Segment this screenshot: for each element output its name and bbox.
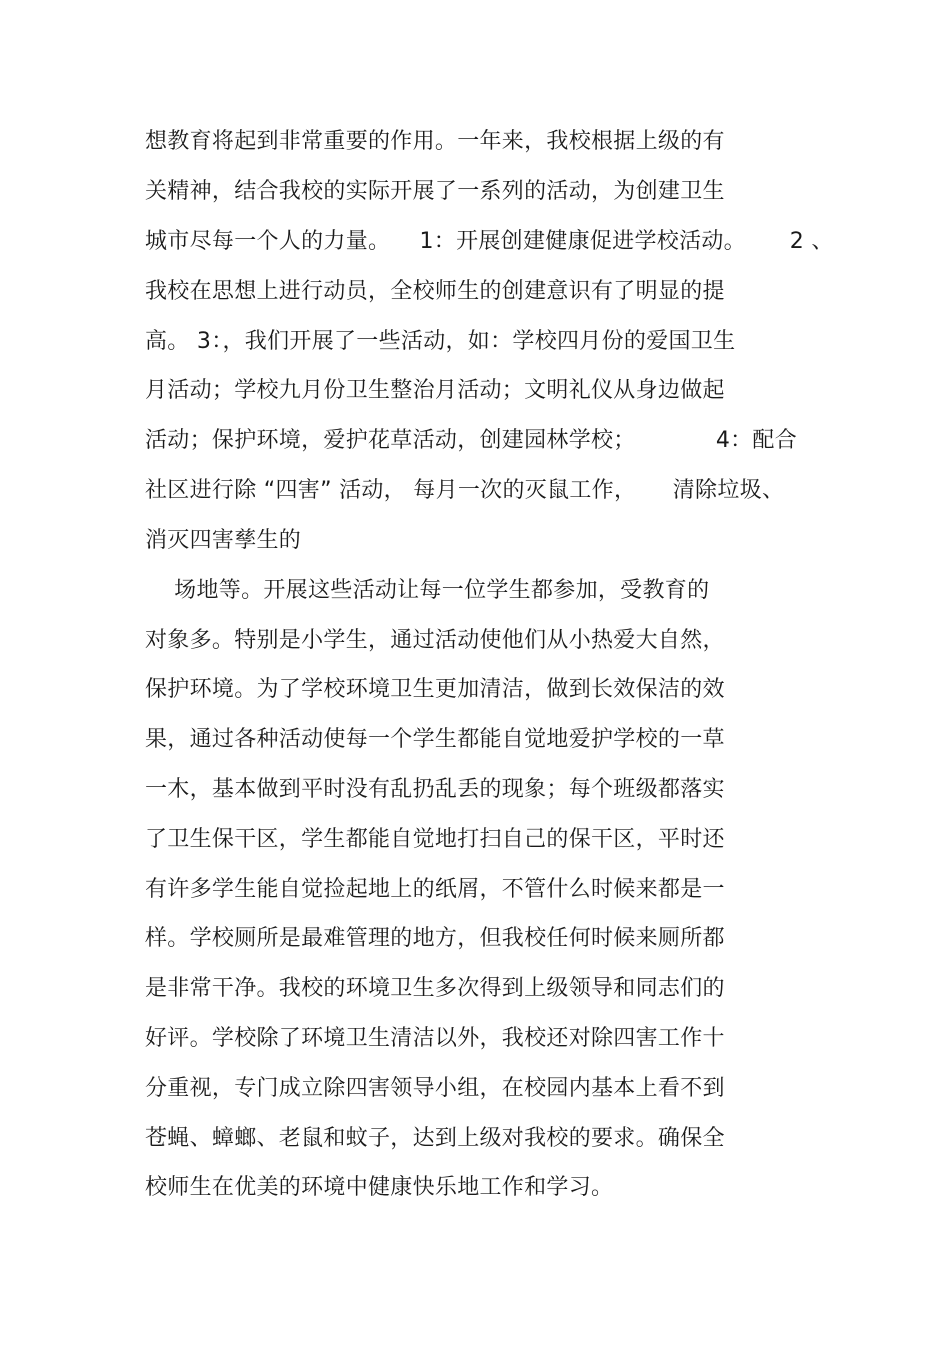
text-line: 校师生在优美的环境中健康快乐地工作和学习。 bbox=[145, 1175, 614, 1200]
paragraph-start-line: 场地等。开展这些活动让每一位学生都参加，受教育的 bbox=[145, 578, 710, 603]
text-line: 了卫生保干区，学生都能自觉地打扫自己的保干区，平时还 bbox=[145, 827, 725, 852]
text-line: 月活动；学校九月份卫生整治月活动；文明礼仪从身边做起 bbox=[145, 378, 725, 403]
text-line: 苍蝇、蟑螂、老鼠和蚊子，达到上级对我校的要求。确保全 bbox=[145, 1126, 725, 1151]
text-line: 好评。学校除了环境卫生清洁以外，我校还对除四害工作十 bbox=[145, 1026, 725, 1051]
text-line: 是非常干净。我校的环境卫生多次得到上级领导和同志们的 bbox=[145, 976, 725, 1001]
text-line: 消灭四害孳生的 bbox=[145, 528, 302, 553]
text-line: 果，通过各种活动使每一个学生都能自觉地爱护学校的一草 bbox=[145, 727, 725, 752]
text-line: 高。 3：，我们开展了一些活动，如：学校四月份的爱国卫生 bbox=[145, 329, 736, 354]
text-line: 关精神，结合我校的实际开展了一系列的活动，为创建卫生 bbox=[145, 179, 725, 204]
text-line: 想教育将起到非常重要的作用。一年来，我校根据上级的有 bbox=[145, 129, 725, 154]
text-line: 城市尽每一个人的力量。 1：开展创建健康促进学校活动。 2 、 bbox=[145, 229, 834, 254]
text-line: 社区进行除 “四害” 活动， 每月一次的灭鼠工作， 清除垃圾、 bbox=[145, 478, 785, 503]
text-line: 活动；保护环境，爱护花草活动，创建园林学校； 4：配合 bbox=[145, 428, 798, 453]
text-line: 一木，基本做到平时没有乱扔乱丢的现象；每个班级都落实 bbox=[145, 777, 725, 802]
text-line: 对象多。特别是小学生，通过活动使他们从小热爱大自然， bbox=[145, 628, 725, 653]
text-line: 样。学校厕所是最难管理的地方，但我校任何时候来厕所都 bbox=[145, 926, 725, 951]
text-line: 分重视，专门成立除四害领导小组，在校园内基本上看不到 bbox=[145, 1076, 725, 1101]
text-line: 我校在思想上进行动员，全校师生的创建意识有了明显的提 bbox=[145, 279, 725, 304]
text-line: 保护环境。为了学校环境卫生更加清洁，做到长效保洁的效 bbox=[145, 677, 725, 702]
text-line: 有许多学生能自觉捡起地上的纸屑，不管什么时候来都是一 bbox=[145, 877, 725, 902]
